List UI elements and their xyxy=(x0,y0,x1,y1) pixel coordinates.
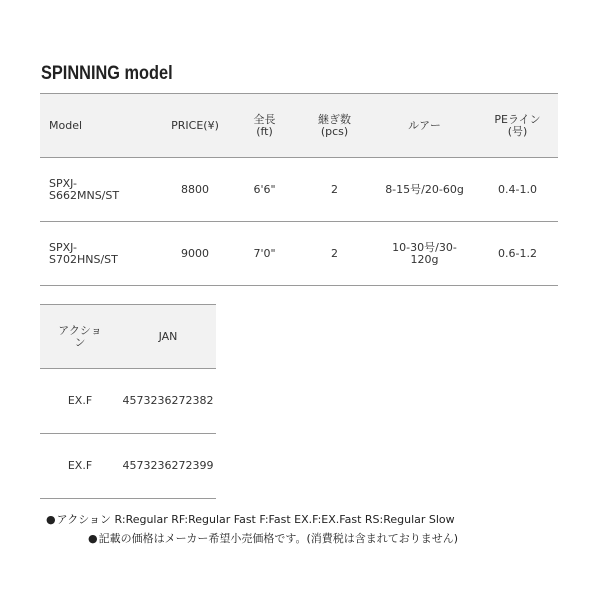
spec-table-header-row xyxy=(40,94,558,158)
action-legend-note: ●アクション R:Regular RF:Regular Fast F:Fast EX.F:EX.Fast RS:Regular Slow xyxy=(46,513,455,526)
col-header-length: 全長 (ft) xyxy=(232,94,297,158)
table-row xyxy=(40,369,216,434)
jan-table xyxy=(40,304,216,499)
jan-table-header-row xyxy=(40,305,216,369)
cell-action: EX.F xyxy=(67,394,93,407)
bullet-icon: ● xyxy=(88,532,98,545)
table-row xyxy=(40,158,558,222)
cell-lure: 8-15号/20-60g xyxy=(385,182,464,196)
cell-length: 7'0" xyxy=(253,246,276,260)
cell-price: 9000 xyxy=(181,246,209,260)
table-row xyxy=(40,434,216,499)
cell-model: SPXJ- S702HNS/ST xyxy=(49,240,118,266)
price-note: ●記載の価格はメーカー希望小売価格です。(消費税は含まれておりません) xyxy=(88,532,459,545)
cell-price: 8800 xyxy=(181,182,209,196)
section-title: SPINNING model xyxy=(41,63,173,84)
footnotes xyxy=(46,513,458,546)
table-row xyxy=(40,222,558,286)
cell-length: 6'6" xyxy=(253,182,276,196)
col-header-action: アクショ ン xyxy=(40,305,120,369)
cell-lure: 10-30号/30- 120g xyxy=(392,240,457,266)
col-header-pe-line: PEライン (号) xyxy=(477,94,558,158)
cell-jan: 4573236272382 xyxy=(122,394,214,407)
cell-pieces: 2 xyxy=(331,182,338,196)
col-header-lure: ルアー xyxy=(372,94,477,158)
bullet-icon: ● xyxy=(46,513,56,526)
col-header-jan: JAN xyxy=(120,305,216,369)
col-header-pieces: 継ぎ数 (pcs) xyxy=(297,94,372,158)
col-header-price: PRICE(¥) xyxy=(158,94,232,158)
cell-model: SPXJ- S662MNS/ST xyxy=(49,176,120,202)
cell-pe-line: 0.6-1.2 xyxy=(498,246,537,260)
cell-jan: 4573236272399 xyxy=(122,459,214,472)
spec-table xyxy=(40,93,558,286)
cell-pe-line: 0.4-1.0 xyxy=(498,182,537,196)
col-header-model: Model xyxy=(40,94,158,158)
cell-pieces: 2 xyxy=(331,246,338,260)
cell-action: EX.F xyxy=(67,459,93,472)
